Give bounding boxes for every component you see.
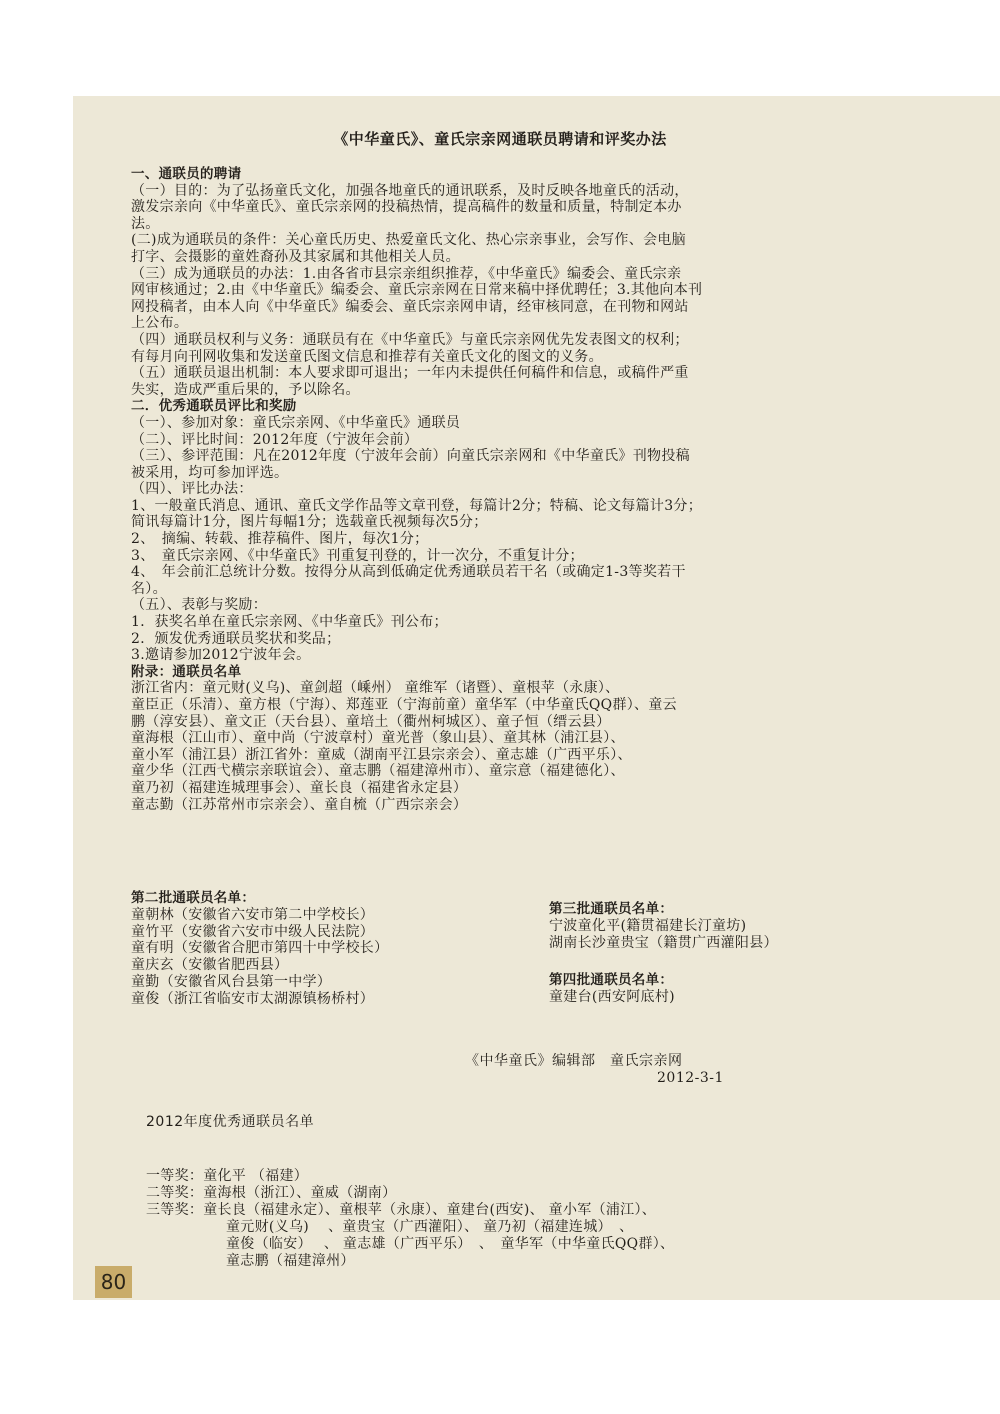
second-batch-heading: 第二批通联员名单：: [131, 890, 256, 906]
third-batch-list: [549, 901, 889, 951]
body-heading: 附录：通联员名单: [131, 663, 242, 680]
article-title: 《中华童氏》、童氏宗亲网通联员聘请和评奖办法: [333, 130, 667, 148]
fourth-batch-names: [549, 989, 889, 1006]
body-line: (二)成为通联员的条件：关心童氏历史、热爱童氏文化、热心宗亲事业，会写作、会电脑: [131, 232, 686, 249]
body-line: 浙江省内：童元财(义乌)、童剑超（嵊州） 童维军（诸暨）、童根苹（永康）、: [131, 680, 620, 697]
body-line: 童海根（江山市）、童中尚（宁波章村）童光普（象山县）、童其林（浦江县）、: [131, 730, 625, 747]
awards-list: [146, 1168, 876, 1270]
page-number: 80: [95, 1266, 132, 1298]
member-name: 童朝林（安徽省六安市第二中学校长）: [131, 906, 375, 923]
member-name: 童竹平（安徽省六安市中级人民法院）: [131, 923, 375, 940]
body-line: （五）、表彰与奖励：: [131, 597, 267, 614]
body-line: 4、 年会前汇总统计分数。按得分从高到低确定优秀通联员若干名（或确定1-3等奖若干: [131, 564, 686, 581]
body-line: （三）成为通联员的办法：1.由各省市县宗亲组织推荐，《中华童氏》编委会、童氏宗亲: [131, 265, 682, 282]
body-line: 2．颁发优秀通联员奖状和奖品；: [131, 630, 341, 647]
body-line: （四）、评比办法：: [131, 481, 253, 498]
body-line: （一）目的：为了弘扬童氏文化，加强各地童氏的通讯联系，及时反映各地童氏的活动，: [131, 182, 689, 199]
body-line: 激发宗亲向《中华童氏》、童氏宗亲网的投稿热情，提高稿件的数量和质量，特制定本办: [131, 199, 682, 216]
body-line: 名）。: [131, 580, 167, 597]
body-line: （三）、参评范围：凡在2012年度（宁波年会前）向童氏宗亲网和《中华童氏》刊物投稿: [131, 448, 690, 465]
body-line: 失实，造成严重后果的，予以除名。: [131, 381, 360, 398]
body-line: 2、 摘编、转载、推荐稿件、图片，每次1分；: [131, 531, 429, 548]
second-batch-list: [131, 890, 531, 1008]
body-line: 被采用，均可参加评选。: [131, 464, 289, 481]
body-line: 3、 童氏宗亲网、《中华童氏》刊重复刊登的，计一次分，不重复计分；: [131, 547, 584, 564]
body-line: 1．获奖名单在童氏宗亲网、《中华童氏》刊公布；: [131, 614, 448, 631]
member-name: 童建台(西安阿底村): [549, 988, 675, 1005]
body-line: 童志勤（江苏常州市宗亲会）、童自梳（广西宗亲会）: [131, 796, 468, 813]
award-line: 一等奖：童化平 （福建）: [146, 1168, 309, 1184]
body-line: 童臣正（乐清）、童方根（宁海）、郑莲亚（宁海前童）童华军（中华童氏QQ群）、童云: [131, 697, 677, 713]
award-line: 童志鹏（福建漳州）: [226, 1253, 355, 1269]
member-name: 童有明（安徽省合肥市第四十中学校长）: [131, 940, 389, 957]
member-name: 童勤（安徽省风台县第一中学）: [131, 973, 332, 990]
body-line: 童少华（江西弋横宗亲联谊会）、童志鹏（福建漳州市）、童宗意（福建德化）、: [131, 763, 625, 780]
body-line: 童乃初（福建连城理事会）、童长良（福建省永定县）: [131, 779, 468, 796]
award-line: 二等奖：童海根（浙江）、童威（湖南）: [146, 1185, 397, 1201]
awards-title: 2012年度优秀通联员名单: [146, 1114, 315, 1130]
body-heading: 一、通联员的聘请: [131, 166, 242, 182]
award-line: 童俊（临安） 、 童志雄（广西平乐） 、 童华军（中华童氏QQ群）、: [226, 1236, 675, 1252]
body-line: 简讯每篇计1分，图片每幅1分；选载童氏视频每次5分；: [131, 514, 488, 531]
body-line: 网审核通过；2.由《中华童氏》编委会、童氏宗亲网在日常来稿中择优聘任；3.其他向本刊: [131, 282, 703, 299]
member-name: 宁波童化平(籍贯福建长汀童坊): [549, 917, 747, 934]
award-line: 童元财(义乌) 、童贵宝（广西灌阳）、 童乃初（福建连城） 、: [226, 1219, 634, 1235]
award-line: 三等奖：童长良（福建永定）、童根苹（永康）、童建台(西安)、 童小军（浦江）、: [146, 1202, 657, 1218]
article-body: [131, 166, 883, 813]
member-name: 湖南长沙童贵宝（籍贯广西灌阳县）: [549, 934, 778, 951]
signature-date: 2012-3-1: [657, 1070, 724, 1086]
body-line: 童小军（浦江县）浙江省外：童威（湖南平江县宗亲会）、童志雄（广西平乐）、: [131, 746, 632, 763]
body-line: （二）、评比时间：2012年度（宁波年会前）: [131, 431, 419, 448]
third-batch-names: [549, 918, 889, 952]
third-batch-heading: 第三批通联员名单：: [549, 901, 674, 917]
body-line: 法。: [131, 215, 160, 232]
second-batch-names: [131, 907, 531, 1008]
member-name: 童俊（浙江省临安市太湖源镇杨桥村）: [131, 990, 375, 1007]
signature-org: 《中华童氏》编辑部 童氏宗亲网: [465, 1053, 683, 1069]
fourth-batch-list: [549, 972, 889, 1006]
member-name: 童庆玄（安徽省肥西县）: [131, 957, 289, 974]
body-line: 3.邀请参加2012宁波年会。: [131, 647, 311, 664]
body-line: （四）通联员权利与义务：通联员有在《中华童氏》与童氏宗亲网优先发表图文的权利；: [131, 331, 689, 348]
body-heading: 二．优秀通联员评比和奖励: [131, 398, 297, 415]
body-line: 1、一般童氏消息、通讯、童氏文学作品等文章刊登，每篇计2分；特稿、论文每篇计3分；: [131, 497, 703, 514]
body-line: 有每月向刊网收集和发送童氏图文信息和推荐有关童氏文化的图文的义务。: [131, 348, 603, 365]
body-line: 上公布。: [131, 315, 189, 332]
fourth-batch-heading: 第四批通联员名单：: [549, 972, 674, 988]
body-line: 网投稿者，由本人向《中华童氏》编委会、童氏宗亲网申请，经审核同意，在刊物和网站: [131, 298, 689, 315]
body-line: （一）、参加对象：童氏宗亲网、《中华童氏》通联员: [131, 414, 461, 431]
body-line: 鹏（淳安县）、童文正（天台县）、童培土（衢州柯城区）、童子恒（缙云县）: [131, 713, 611, 730]
body-line: （五）通联员退出机制：本人要求即可退出；一年内未提供任何稿件和信息，或稿件严重: [131, 365, 689, 382]
body-line: 打字、会摄影的童姓裔孙及其家属和其他相关人员。: [131, 248, 460, 265]
